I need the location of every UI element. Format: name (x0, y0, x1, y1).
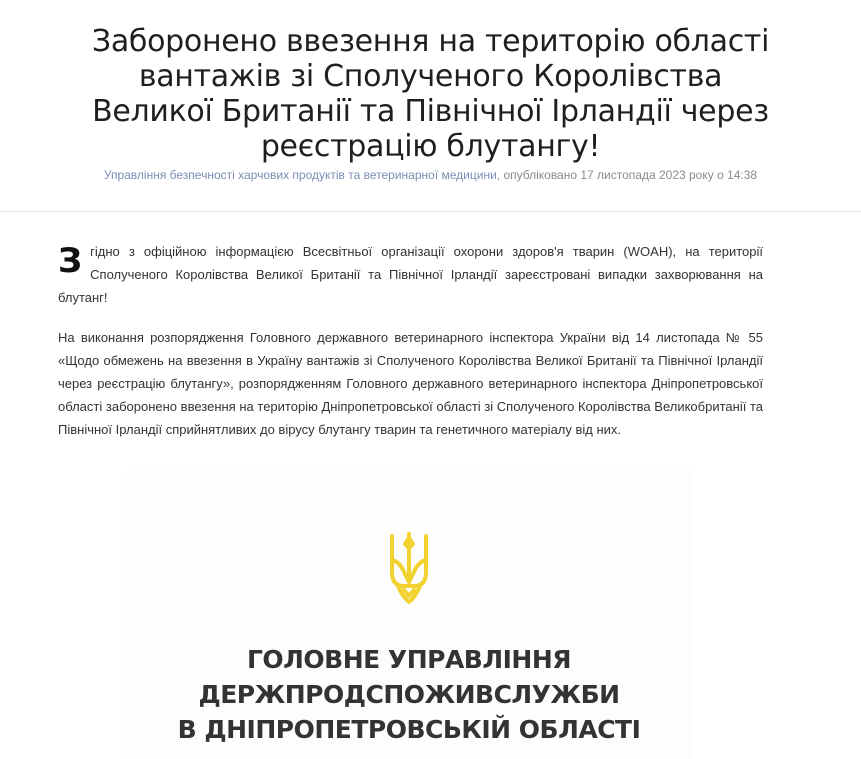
drop-cap: З (58, 241, 83, 281)
divider (0, 211, 861, 212)
org-line-3: В ДНІПРОПЕТРОВСЬКІЙ ОБЛАСТІ (177, 715, 641, 744)
organization-name (127, 642, 691, 747)
org-line-1: ГОЛОВНЕ УПРАВЛІННЯ (246, 645, 572, 674)
paragraph-2: На виконання розпорядження Головного державного ветеринарного інспектора України від 14 листопада № 55 «Щодо обмежень на ввезення в Україну вантажів зі Сполученого Королівства Великої Британії та Північної Ірландії через реєстрацію блутангу», розпорядженням Головного державного ветеринарного інспектора Дніпропетровської області заборонено ввезення на територію Дніпропетровської області зі Сполученого Королівства Великобританії та Північної Ірландії сприйнятливих до вірусу блутангу тварин та генетичного матеріалу від них. (58, 330, 763, 437)
publish-date: , опубліковано 17 листопада 2023 року о 14:38 (496, 168, 758, 182)
paragraph-1 (58, 240, 763, 309)
org-line-2: ДЕРЖПРОДСПОЖИВСЛУЖБИ (198, 680, 620, 709)
article-image (127, 466, 691, 759)
article-body (58, 240, 763, 458)
trident-icon (386, 530, 432, 606)
paragraph-1-text: гідно з офіційною інформацією Всесвітньої організації охорони здоров'я тварин (WOAH), на території Сполученого Королівства Великої Британії та Північної Ірландії зареєстровані випадки захворювання на блутанг! (58, 244, 763, 305)
source-link[interactable]: Управління безпечності харчових продуктів та ветеринарної медицини (103, 168, 497, 182)
article-title: Заборонено ввезення на територію області вантажів зі Сполученого Королівства Великої Британії та Північної Ірландії через реєстрацію блутангу! (91, 24, 770, 164)
article-meta (0, 168, 861, 182)
